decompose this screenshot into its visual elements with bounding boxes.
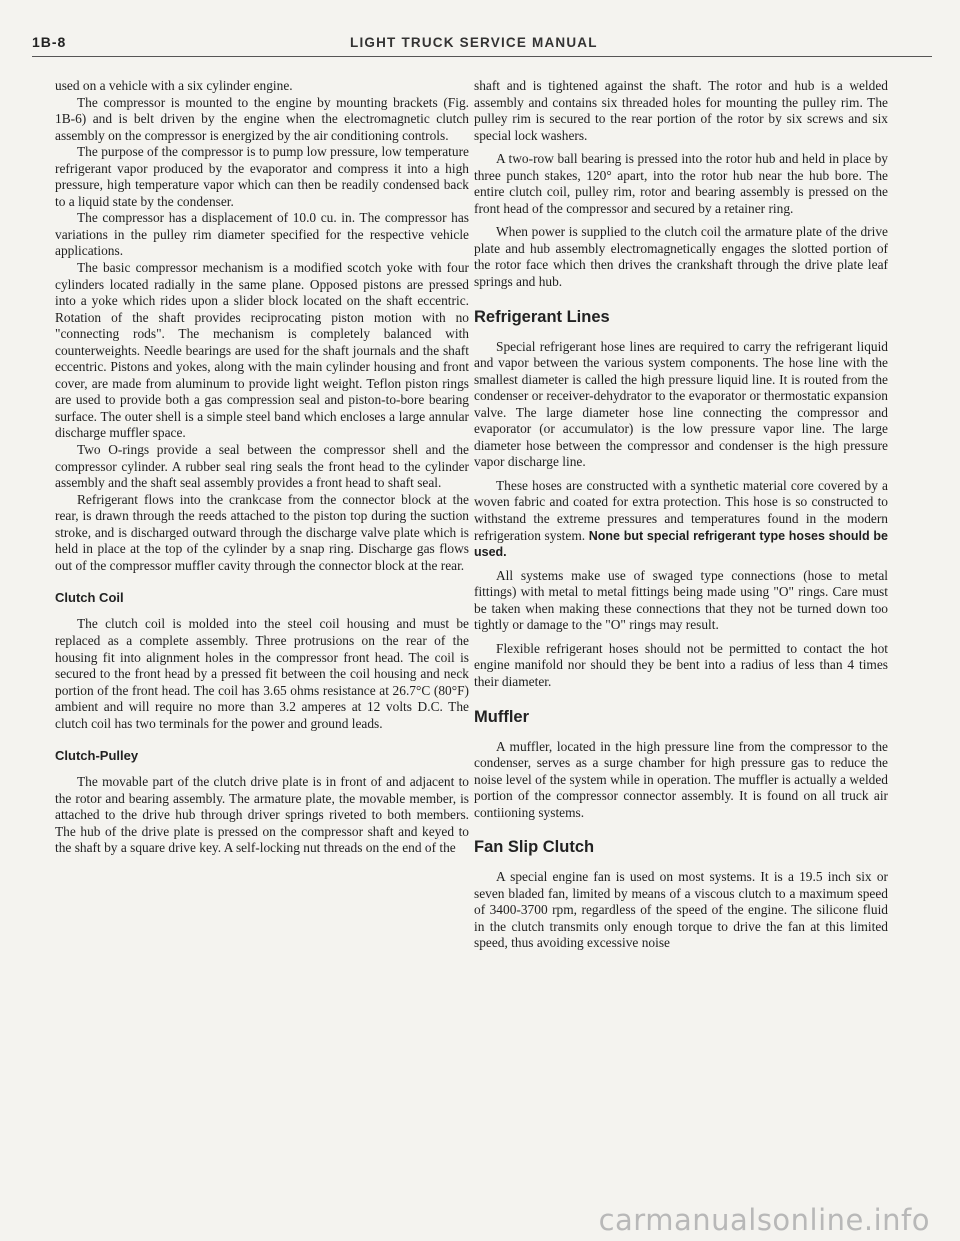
- paragraph: The compressor has a displacement of 10.0 cu. in. The compressor has variations in the pulley rim diameter specified for the respective vehicle applications.: [55, 210, 469, 259]
- manual-title: LIGHT TRUCK SERVICE MANUAL: [350, 35, 598, 50]
- paragraph: The clutch coil is molded into the steel coil housing and must be replaced as a complete assembly. Three protrusions on the rear of the housing fit into alignment holes in the compressor front head. The coil is secured to the front head by a pressed fit between the coil housing and neck portion of the front head. The coil has 3.65 ohms resistance at 26.7°C (80°F) ambient and will require no more than 3.2 amperes at 12 volts D.C. The clutch coil has two terminals for the power and ground leads.: [55, 616, 469, 731]
- paragraph: The movable part of the clutch drive plate is in front of and adjacent to the rotor and bearing assembly. The armature plate, the movable member, is attached to the drive hub through driver springs riveted to both members. The hub of the drive plate is pressed on the compressor shaft and keyed to the shaft by a square drive key. A self-locking nut threads on the end of the: [55, 774, 469, 856]
- watermark: carmanualsonline.info: [598, 1203, 930, 1237]
- paragraph: The compressor is mounted to the engine by mounting brackets (Fig. 1B-6) and is belt driven by the engine when the electromagnetic clutch assembly on the compressor is energized by the air conditioning controls.: [55, 94, 469, 143]
- section-heading-fan-slip-clutch: Fan Slip Clutch: [474, 838, 595, 857]
- paragraph: A two-row ball bearing is pressed into the rotor hub and held in place by three punch stakes, 120° apart, into the rotor hub near the hub bore. The entire clutch coil, pulley rim, rotor and bearing assembly is pressed on the front head of the compressor and secured by a retainer ring.: [474, 151, 888, 216]
- paragraph: Flexible refrigerant hoses should not be permitted to contact the hot engine manifold nor should they be bent into a radius of less than 4 times their diameter.: [474, 640, 888, 689]
- page-number: 1B-8: [32, 34, 67, 50]
- paragraph: shaft and is tightened against the shaft. The rotor and hub is a welded assembly and contains six threaded holes for mounting the pulley rim. The pulley rim is secured to the rear portion of the rotor by six screws and six special lock washers.: [474, 78, 888, 143]
- warning-text: None but special refrigerant type hoses should be used.: [474, 528, 888, 560]
- paragraph: A special engine fan is used on most systems. It is a 19.5 inch six or seven bladed fan, limited by means of a viscous clutch to a maximum speed of 3400-3700 rpm, regardless of the speed of the engine. The silicone fluid in the clutch transmits only enough torque to drive the fan at this limited speed, thus avoiding excessive noise: [474, 869, 888, 951]
- paragraph-text: These hoses are constructed with a synthetic material core covered by a woven fabric and coated for extra protection. This hose is so constructed to withstand the extreme pressures and temperatures found in the modern refrigeration system.: [474, 477, 888, 543]
- page-header: [32, 34, 932, 57]
- paragraph: The basic compressor mechanism is a modified scotch yoke with four cylinders located radially in the same plane. Opposed pistons are pressed into a yoke which rides upon a slider block located on the shaft eccentric. Rotation of the shaft provides reciprocating piston motion with no "connecting rods". The mechanism is completely balanced with counterweights. Needle bearings are used for the shaft journals and the shaft eccentric. Pistons and yokes, along with the main cylinder housing and front cover, are made from aluminum to provide light weight. Teflon piston rings are used to provide both a gas compression seal and piston-to-bore bearing surface. The outer shell is a simple steel band which encloses a large annular discharge muffler space.: [55, 260, 469, 441]
- right-column: [474, 78, 888, 952]
- paragraph: When power is supplied to the clutch coil the armature plate of the drive plate and hub assembly electromagnetically engages the slotted portion of the rotor face which then drives the crankshaft through the drive plate leaf springs and hub.: [474, 224, 888, 290]
- section-heading-clutch-coil: Clutch Coil: [55, 590, 124, 606]
- paragraph: The purpose of the compressor is to pump low pressure, low temperature refrigerant vapor produced by the evaporator and compress it into a high pressure, high temperature vapor which can then be readily condensed back to a liquid state by the condenser.: [55, 144, 469, 209]
- paragraph: used on a vehicle with a six cylinder engine.: [55, 78, 293, 93]
- paragraph: A muffler, located in the high pressure line from the compressor to the condenser, serves as a surge chamber for high pressure gas to reduce the noise level of the system while in operation. The muffler is actually a welded portion of the compressor connector assembly. It is found on all truck air contiioning systems.: [474, 738, 888, 820]
- section-heading-muffler: Muffler: [474, 707, 529, 726]
- paragraph: Refrigerant flows into the crankcase from the connector block at the rear, is drawn through the reeds attached to the piston top during the suction stroke, and is discharged outward through the discharge valve plate which is held in place at the top of the cylinder by a snap ring. Discharge gas flows out of the compressor muffler cavity through the connector block at the rear.: [55, 491, 469, 573]
- left-column: [55, 78, 469, 857]
- paragraph: Special refrigerant hose lines are required to carry the refrigerant liquid and vapor between the various system components. The hose line with the smallest diameter is called the high pressure liquid line. It is routed from the condenser or receiver-dehydrator to the evaporator or thermostatic expansion valve. The large diameter hose line connecting the compressor and evaporator (or accumulator) is the low pressure vapor line. The large diameter hose between the compressor and condenser is the high pressure vapor discharge line.: [474, 338, 888, 470]
- paragraph: Two O-rings provide a seal between the compressor shell and the compressor cylinder. A rubber seal ring seals the front head to the cylinder assembly and the shaft seal assembly provides a front head to shaft seal.: [55, 442, 469, 491]
- section-heading-refrigerant-lines: Refrigerant Lines: [474, 307, 610, 326]
- paragraph: All systems make use of swaged type connections (hose to metal fittings) with metal to metal fittings being made using "O" rings. Care must be taken when making these connections that they not be turned down too tightly or damage to the "O" rings may result.: [474, 567, 888, 633]
- paragraph: [474, 478, 888, 561]
- section-heading-clutch-pulley: Clutch-Pulley: [55, 748, 139, 764]
